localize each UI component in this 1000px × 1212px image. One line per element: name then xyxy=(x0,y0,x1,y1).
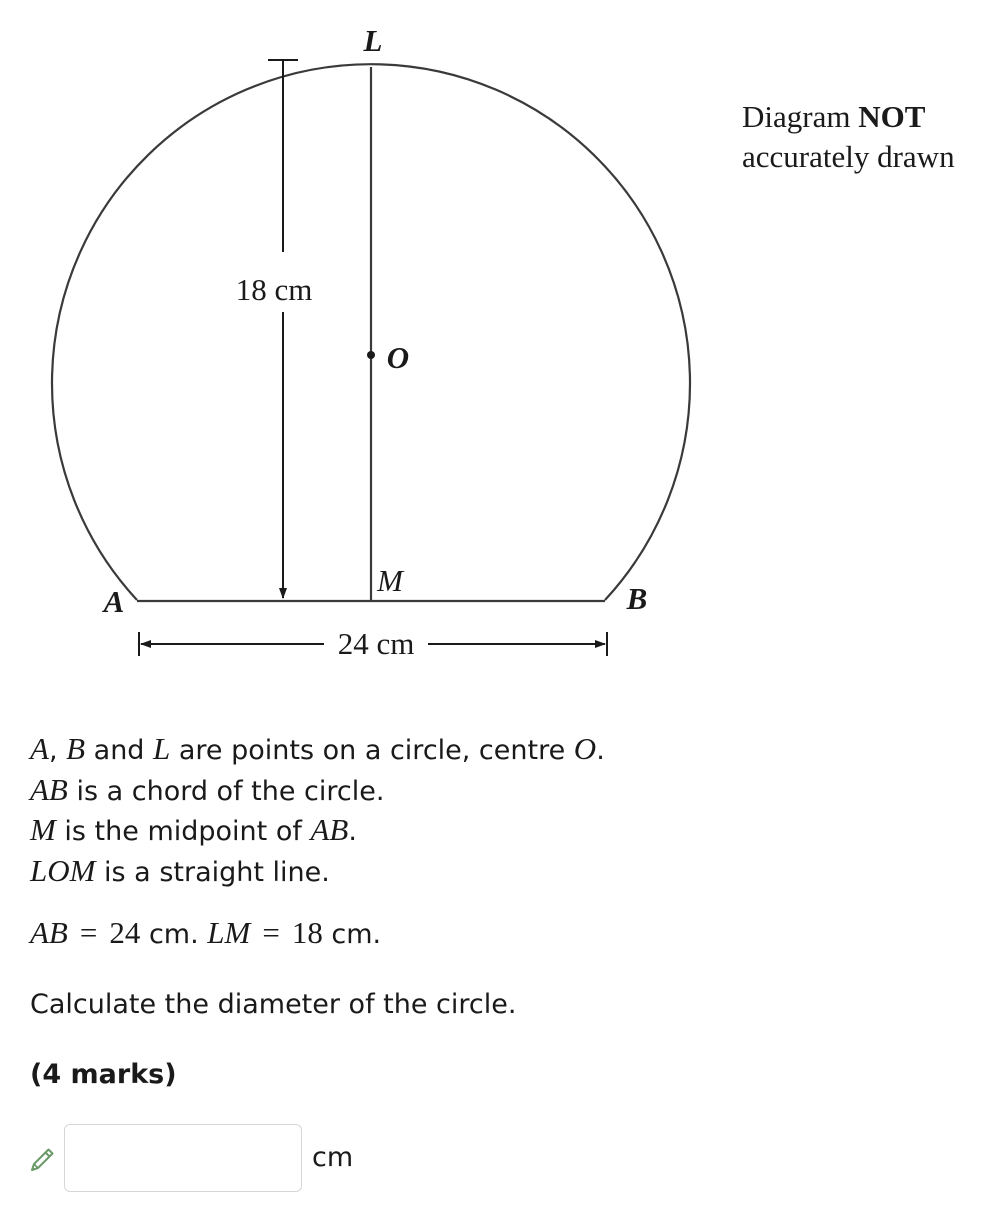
pencil-icon xyxy=(28,1146,56,1174)
marks-label: (4 marks) xyxy=(30,1059,177,1090)
statement-text: are points on a circle, centre xyxy=(170,735,574,766)
math-var-lm: LM xyxy=(207,915,251,950)
statement-and: and xyxy=(85,735,154,766)
math-var-l: L xyxy=(153,731,171,766)
statement-text: is the midpoint of xyxy=(55,816,311,847)
centre-point-o xyxy=(367,351,375,359)
point-label-b: B xyxy=(626,581,648,616)
math-equals: = xyxy=(79,915,98,950)
statement-straight-line xyxy=(30,852,605,893)
width-dimension-label: 24 cm xyxy=(337,626,415,661)
diagram-note xyxy=(742,97,955,177)
statement-text: is a straight line. xyxy=(95,856,330,888)
math-equals: = xyxy=(262,915,280,950)
math-value-lm: 18 xyxy=(291,915,323,950)
point-label-o: O xyxy=(386,340,410,375)
math-var-a: A xyxy=(30,731,49,766)
question-text: Calculate the diameter of the circle. xyxy=(30,989,517,1020)
answer-unit: cm xyxy=(312,1142,354,1173)
given-values xyxy=(30,913,381,955)
answer-row xyxy=(28,1124,428,1196)
statement-text: is a chord of the circle. xyxy=(67,775,385,807)
math-var-ab: AB xyxy=(310,812,349,847)
answer-input[interactable] xyxy=(64,1124,302,1192)
statement-comma: , xyxy=(48,735,58,766)
diagram-note-line1 xyxy=(742,97,955,137)
point-label-a: A xyxy=(103,584,125,619)
diagram-note-prefix: Diagram xyxy=(742,99,859,134)
statement-chord xyxy=(30,771,605,812)
diagram-note-bold: NOT xyxy=(858,99,926,134)
statement-points xyxy=(30,730,605,771)
given-unit: cm. xyxy=(140,919,208,950)
math-var-b: B xyxy=(66,731,86,766)
statement-midpoint xyxy=(30,811,605,852)
math-var-m: M xyxy=(30,812,56,847)
math-var-ab: AB xyxy=(30,771,68,807)
point-label-m: M xyxy=(377,563,403,598)
point-label-l: L xyxy=(363,23,383,58)
problem-statements xyxy=(30,730,605,892)
statement-period: . xyxy=(348,816,357,847)
diagram-note-line2: accurately drawn xyxy=(742,139,955,174)
math-var-o: O xyxy=(573,731,597,766)
math-var-lom: LOM xyxy=(30,852,96,888)
math-var-ab: AB xyxy=(30,915,68,950)
height-dimension-label: 18 cm xyxy=(235,272,313,307)
given-unit: cm. xyxy=(322,919,382,950)
math-value-ab: 24 xyxy=(109,915,141,950)
statement-period: . xyxy=(596,735,605,766)
